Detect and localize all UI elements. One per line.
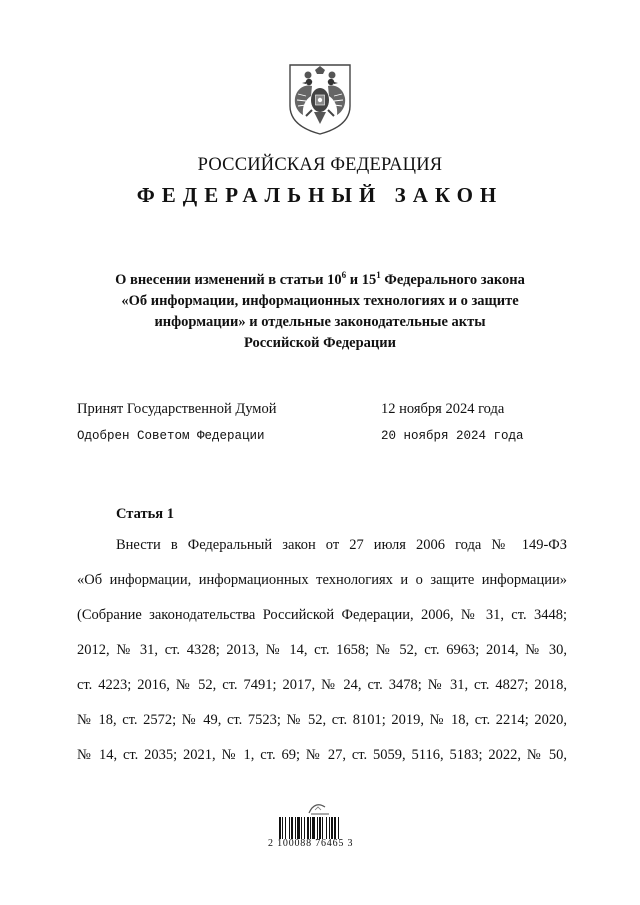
- barcode-bar: [310, 817, 311, 839]
- barcode-bar: [319, 817, 321, 839]
- country-name: РОССИЙСКАЯ ФЕДЕРАЦИЯ: [197, 155, 443, 175]
- barcode-bar: [279, 817, 281, 839]
- barcode: [279, 817, 359, 839]
- article-text-line: (Собрание законодательства Российской Федерации, 2006, № 31, ст. 3448;: [77, 607, 567, 623]
- article-text-line: «Об информации, информационных технологиях и о защите информации»: [77, 572, 567, 588]
- barcode-number: 2 100088 76465 3: [268, 838, 354, 849]
- article-text-line: Внести в Федеральный закон от 27 июля 2006 года № 149-ФЗ: [116, 537, 567, 553]
- barcode-bar: [322, 817, 323, 839]
- title-superscript-2: 1: [376, 270, 381, 280]
- barcode-bar: [326, 817, 327, 839]
- article-heading: Статья 1: [116, 506, 174, 522]
- title-part-3: Федерального закона: [380, 272, 525, 288]
- barcode-bar: [282, 817, 283, 839]
- law-title-line-4: Российской Федерации: [243, 335, 396, 351]
- state-emblem-icon: [287, 62, 353, 136]
- adoption-duma-date: 12 ноября 2024 года: [381, 401, 505, 417]
- barcode-bar: [312, 817, 315, 839]
- barcode-bar: [295, 817, 296, 839]
- barcode-bar: [331, 817, 333, 839]
- barcode-bar: [301, 817, 302, 839]
- document-type: ФЕДЕРАЛЬНЫЙ ЗАКОН: [136, 183, 504, 207]
- article-text-line: № 18, ст. 2572; № 49, ст. 7523; № 52, ст. 8101; 2019, № 18, ст. 2214; 2020,: [77, 712, 567, 728]
- barcode-bar: [297, 817, 300, 839]
- barcode-bar: [338, 817, 339, 839]
- barcode-bar: [334, 817, 336, 839]
- article-text-line: ст. 4223; 2016, № 52, ст. 7491; 2017, № 24, ст. 3478; № 31, ст. 4827; 2018,: [77, 677, 567, 693]
- barcode-bar: [307, 817, 309, 839]
- barcode-bar: [285, 817, 286, 839]
- law-title: [60, 270, 580, 354]
- law-title-line-2: «Об информации, информационных технологиях и о защите: [121, 293, 519, 309]
- adoption-council-label: Одобрен Советом Федерации: [77, 429, 265, 443]
- law-title-line-1: [60, 270, 580, 291]
- adoption-council-date: 20 ноября 2024 года: [381, 429, 524, 443]
- title-superscript-1: 6: [341, 270, 347, 280]
- printer-logo-icon: [305, 801, 333, 817]
- title-part-2: и 15: [346, 272, 377, 288]
- title-part-1: О внесении изменений в статьи 10: [115, 272, 342, 288]
- barcode-bar: [329, 817, 330, 839]
- barcode-bar: [317, 817, 318, 839]
- adoption-duma-label: Принят Государственной Думой: [77, 401, 277, 417]
- article-text-line: № 14, ст. 2035; 2021, № 1, ст. 69; № 27, ст. 5059, 5116, 5183; 2022, № 50,: [77, 747, 567, 763]
- barcode-bar: [291, 817, 293, 839]
- law-title-line-3: информации» и отдельные законодательные акты: [154, 314, 486, 330]
- barcode-bar: [289, 817, 290, 839]
- barcode-bar: [304, 817, 305, 839]
- article-text-line: 2012, № 31, ст. 4328; 2013, № 14, ст. 1658; № 52, ст. 6963; 2014, № 30,: [77, 642, 567, 658]
